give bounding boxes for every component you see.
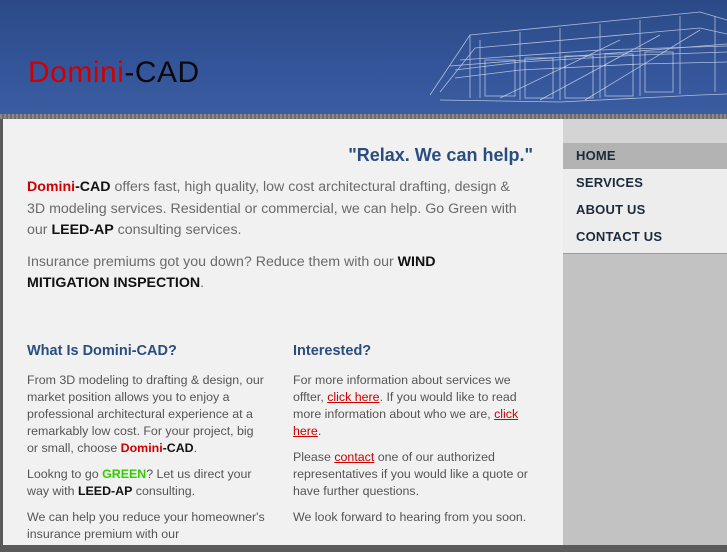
green-text: GREEN bbox=[102, 467, 147, 481]
site-header bbox=[0, 0, 727, 114]
right-p1-b: . If you would like to read more information about who we are, bbox=[293, 390, 517, 421]
left-p2-b: ? Let us direct your way with bbox=[27, 467, 252, 498]
left-column bbox=[27, 343, 267, 552]
insurance-period: . bbox=[200, 275, 205, 291]
about-click-here-link[interactable]: click here bbox=[293, 407, 519, 438]
nav-item-about-us[interactable]: ABOUT US bbox=[576, 202, 646, 217]
right-column bbox=[293, 343, 533, 535]
main-content bbox=[3, 119, 563, 545]
main-nav bbox=[563, 143, 727, 254]
left-p2-c: consulting. bbox=[132, 484, 196, 498]
intro-paragraph bbox=[27, 177, 517, 242]
right-column-heading: Interested? bbox=[293, 343, 372, 359]
left-p2-a: Lookng to go bbox=[27, 467, 103, 481]
left-p2-leed: LEED-AP bbox=[77, 484, 133, 498]
intro-leed: LEED-AP bbox=[51, 222, 114, 238]
wind-mitigation-text: WIND MITIGATION INSPECTION bbox=[27, 253, 436, 291]
left-column-heading: What Is Domini-CAD? bbox=[27, 343, 177, 359]
intro-section bbox=[27, 177, 517, 305]
intro-text-2: consulting services. bbox=[113, 222, 242, 238]
nav-item-services[interactable]: SERVICES bbox=[576, 175, 644, 190]
sidebar-top-band bbox=[563, 119, 727, 143]
left-p1-brand-cad: -CAD bbox=[162, 441, 194, 455]
contact-link[interactable]: contact bbox=[334, 450, 375, 464]
right-paragraph-1 bbox=[293, 372, 533, 440]
nav-item-contact-us[interactable]: CONTACT US bbox=[576, 229, 663, 244]
sidebar bbox=[563, 119, 727, 545]
right-p2-b: one of our authorized representatives if you would like a quote or have further questions. bbox=[293, 450, 528, 498]
left-p1-brand-domini: Domini bbox=[120, 441, 163, 455]
intro-brand-domini: Domini bbox=[27, 179, 76, 195]
right-paragraph-2 bbox=[293, 449, 533, 500]
nav-item-home[interactable]: HOME bbox=[563, 143, 727, 169]
intro-text-1: offers fast, high quality, low cost architectural drafting, design & 3D modeling services. Residential or commercial, we can help. Go Green with our bbox=[27, 179, 517, 238]
logo-part-cad: -CAD bbox=[124, 56, 200, 89]
insurance-text: Insurance premiums got you down? Reduce them with our bbox=[27, 253, 398, 270]
left-paragraph-2 bbox=[27, 466, 267, 500]
insurance-paragraph bbox=[27, 252, 517, 295]
right-p2-a: Please bbox=[293, 450, 335, 464]
services-click-here-link[interactable]: click here bbox=[327, 390, 380, 404]
right-p1-c: . bbox=[317, 424, 322, 438]
left-p1-text: From 3D modeling to drafting & design, our market position allows you to enjoy a professional architectural experience at a remarkably low cost. For your project, big or small, choose bbox=[27, 373, 264, 455]
right-p1-a: For more information about services we offter, bbox=[293, 373, 511, 404]
tagline: "Relax. We can help." bbox=[348, 145, 533, 165]
left-p1-end: . bbox=[193, 441, 198, 455]
left-paragraph-3: We can help you reduce your homeowner's insurance premium with our bbox=[27, 510, 265, 541]
logo-part-domini: Domini bbox=[28, 56, 125, 89]
site-logo[interactable] bbox=[28, 56, 200, 90]
intro-brand-cad: -CAD bbox=[75, 179, 111, 195]
right-paragraph-3: We look forward to hearing from you soon. bbox=[293, 510, 527, 524]
left-paragraph-1 bbox=[27, 372, 267, 457]
